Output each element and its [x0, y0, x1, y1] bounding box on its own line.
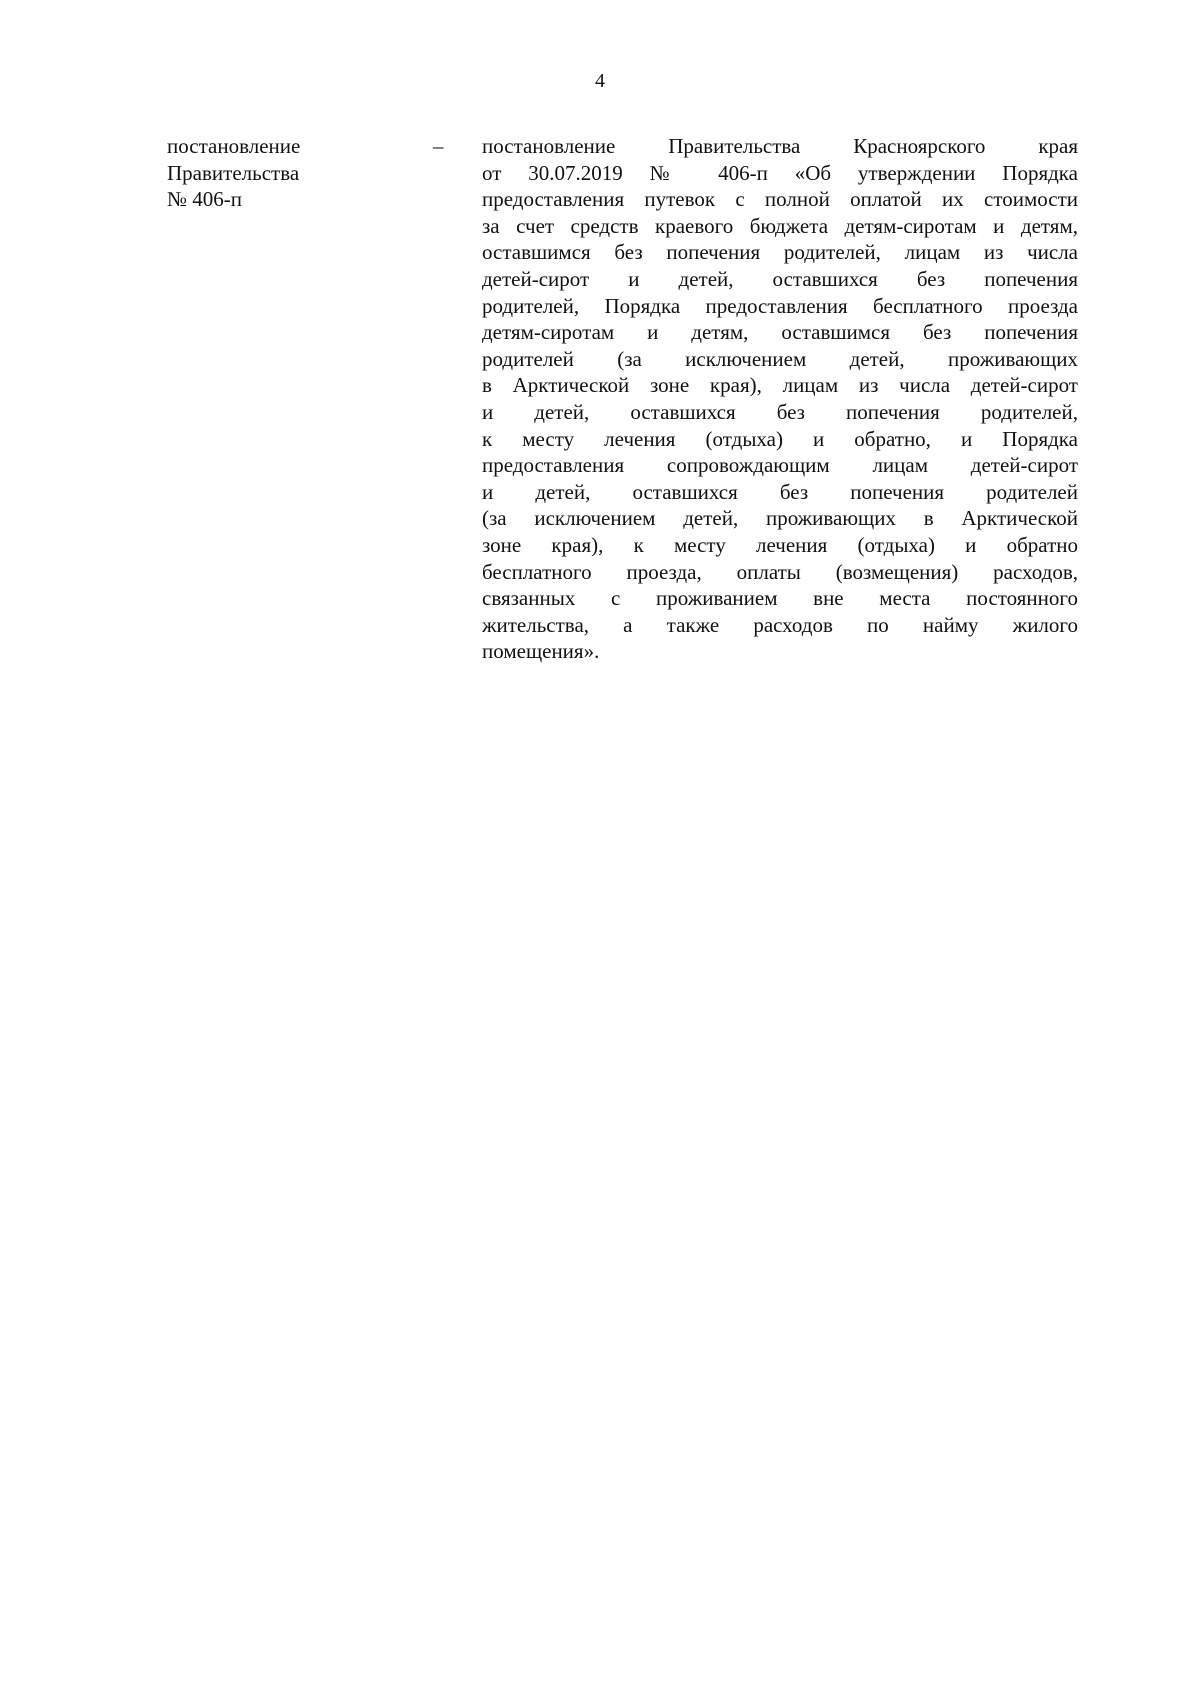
dash-separator: –: [433, 134, 444, 158]
term: [167, 133, 387, 213]
definition-line: родителей, Порядка предоставления бесплатного проезда: [482, 293, 1078, 318]
definition-line: за счет средств краевого бюджета детям-сиротам и детям,: [482, 213, 1078, 238]
definition-line: предоставления сопровождающим лицам детей-сирот: [482, 453, 1078, 478]
definition-line: детям-сиротам и детям, оставшимся без попечения: [482, 320, 1078, 345]
definition-line: зоне края), к месту лечения (отдыха) и обратно: [482, 532, 1078, 557]
definition-line: родителей (за исключением детей, проживающих: [482, 346, 1078, 371]
definition-line: от 30.07.2019 № 406-п «Об утверждении Порядка: [482, 160, 1078, 185]
definition-line: (за исключением детей, проживающих в Арктической: [482, 506, 1078, 531]
definition-line: постановление Правительства Красноярского края: [482, 134, 1078, 158]
definition-line: оставшимся без попечения родителей, лицам из числа: [482, 240, 1078, 265]
definition-text: [482, 133, 1078, 665]
term-line: № 406-п: [167, 187, 243, 212]
definition-line: к месту лечения (отдыха) и обратно, и Порядка: [482, 426, 1078, 451]
definition-line: бесплатного проезда, оплаты (возмещения) расходов,: [482, 559, 1078, 584]
definition-line: детей-сирот и детей, оставшихся без попечения: [482, 266, 1078, 291]
page-number: 4: [595, 70, 605, 92]
definition-line: помещения».: [482, 639, 600, 664]
term-line: постановление: [167, 134, 301, 158]
definition-line: в Арктической зоне края), лицам из числа детей-сирот: [482, 373, 1078, 398]
definition-line: жительства, а также расходов по найму жилого: [482, 612, 1078, 637]
definition-line: и детей, оставшихся без попечения родителей: [482, 479, 1078, 504]
definition-line: связанных с проживанием вне места постоянного: [482, 586, 1078, 611]
term-line: Правительства: [167, 160, 300, 185]
definition-line: предоставления путевок с полной оплатой их стоимости: [482, 187, 1078, 212]
definition-line: и детей, оставшихся без попечения родителей,: [482, 399, 1078, 424]
